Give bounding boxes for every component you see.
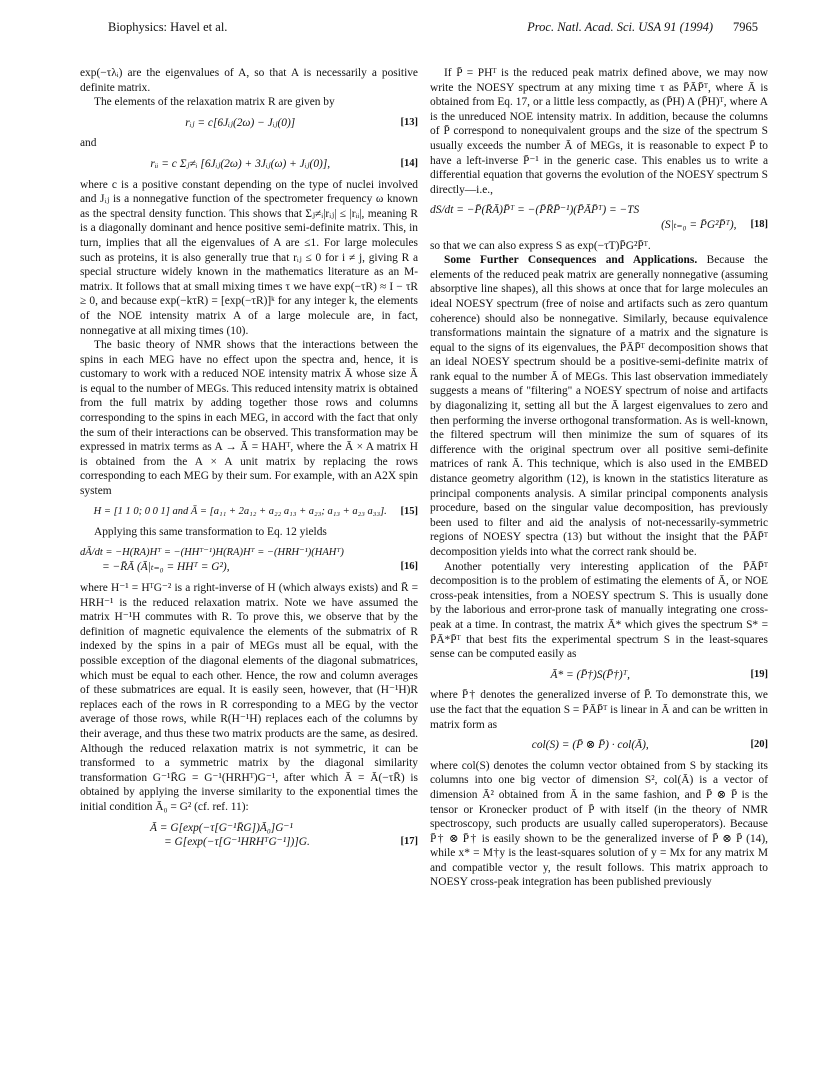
equation-20-number: [20] [750,739,768,751]
right-paragraph-6: where col(S) denotes the column vector obtained from S by stacking its columns into one big vector of dimension S², col(Ā) is a vector of dimension Ā² obtained from Ā in the same fashion, and P̄ ⊗ P̄ is the tensor or Kronecker product of P̄ with itself (in the theory of NMR spectroscopy, such products are usually called superoperators). Because P̄† ⊗ P̄† is easily shown to be the generalized inverse of P̄ ⊗ P̄ (14), while x* = M†y is the least-squares solution of y = Mx for any matrix M and compatible vector y, the result follows. This matrix approach to NOESY cross-peak integration has been published previously [430,759,768,889]
equation-20 [430,738,768,753]
left-and: and [80,137,97,150]
equation-16a [80,546,418,561]
equation-13-body: rᵢⱼ = c[6Jᵢⱼ(2ω) − Jᵢⱼ(0)] [185,116,296,129]
equation-13 [80,116,418,131]
equation-16a-body: dĀ/dt = −H(RA)Hᵀ = −(HHᵀ⁻¹)H(RA)Hᵀ = −(HRH⁻¹)(HAHᵀ) [80,546,344,558]
left-column [80,66,418,850]
equation-13-number: [13] [400,116,418,128]
running-header-left: Biophysics: Havel et al. [108,20,228,34]
right-paragraph-3-text: Because the elements of the reduced peak matrix are generally nonnegative (assuming absorptive line shapes), all this shows at once that for large molecules an ideal NOESY spectrum (free of noise and artifacts such as zero quantum coherence) should also be nonnegative. Similarly, because equivalence transformations maintain the signature of a matrix and the signature is equal to the signs of its eigenvalues, the P̄ĀP̄ᵀ decomposition shows that an ideal NOESY spectrum should be a positive-semi-definite matrix of rank equal to the number Ā of MEGs. This last observation immediately suggests a means of "filtering" a NOESY spectrum of noise and artifacts by diagonalizing it, setting all but the Ā largest eigenvalues to zero and then performing the inverse orthogonal transformation. As is well-known, the filtered spectrum will then minimize the sum of squares of its difference with the original spectrum over all positive semi-definite matrices of rank Ā. This technique, which is also used in the EMBED distance geometry algorithm (12), is known in the statistics literature as principal components analysis. A similar principal components analysis procedure, based on the singular value decomposition, has previously been used to filter and aid the analysis of not-necessarily-symmetric regions of NOESY spectra (13) but without the insight that the P̄ĀP̄ᵀ decomposition yields into what the correct rank should be. [430,254,768,558]
equation-15 [80,505,418,520]
right-paragraph-1: If P̄ = PHᵀ is the reduced peak matrix defined above, we may now write the NOESY spectrum at any mixing time τ as P̄ĀP̄ᵀ, where Ā is obtained from Eq. 17, or a little less compactly, as (P̄H) A (P̄H)ᵀ, where A is the unreduced NOE intensity matrix. In addition, because the columns of P̄ correspond to nonequivalent groups and the size of the spectrum S usually exceeds the number Ā of MEGs, it is reasonable to expect P̄ to have a left-inverse P̄⁻¹ in the generic case. This enables us to write a differential equation that governs the evolution of the NOESY spectrum S directly—i.e., [430,67,768,196]
equation-17a-body: Ā = G[exp(−τ[G⁻¹R̄G])Ā₀]G⁻¹ [150,821,293,834]
left-paragraph-5: Applying this same transformation to Eq. 12 yields [94,526,327,539]
right-paragraph-5: where P̄† denotes the generalized inverse of P̄. To demonstrate this, we use the fact that the equation S = P̄ĀP̄ᵀ is linear in Ā and can be written in matrix form as [430,689,768,731]
equation-16b [80,560,418,575]
left-paragraph-6: where H⁻¹ = HᵀG⁻² is a right-inverse of H (which always exists) and R̄ = HRH⁻¹ is the reduced relaxation matrix. Note we have assumed the matrix H⁻¹H commutes with R. To prove this, we observe that by the definition of magnetic equivalence the elements of the submatrix of R indexed by the spins in a pair of MEGs must all be equal, with the possible exception of the diagonal elements of the diagonal submatrices, which must be equal to each other. Hence, the row and column averages of these submatrices are equal. It is easily seen, however, that (H⁻¹H)R replaces each of the rows in R corresponding to a MEG by the vector average of those rows, while R(H⁻¹H) replaces each of the columns by their average, and thus these two matrix products are the same, as desired. Although the reduced relaxation matrix is not symmetric, it can be transformed to a symmetric matrix by the diagonal similarity transformation G⁻¹R̄G = G⁻¹(HRHᵀ)G⁻¹, after which Ā = Ā(−τR̄) is obtained by applying the inverse similarity to the exponential times the initial condition Ā₀ = G² (cf. ref. 11): [80,582,418,813]
section-heading: Some Further Consequences and Applications. [444,254,698,267]
equation-16b-body: = −R̄Ā (Ā|ₜ₌₀ = HHᵀ = G²), [102,561,230,574]
equation-19 [430,668,768,683]
left-paragraph-3: where c is a positive constant depending on the type of nuclei involved and Jᵢⱼ is a nonnegative function of the spectrometer frequency ω known as the spectral density function. This shows that Σⱼ≠ᵢ|rᵢⱼ| ≤ |rᵢᵢ|, meaning R is a diagonally dominant and hence positive semi-definite matrix. This, in turn, implies that all the eigenvalues of A are ≤1. For large molecules such as proteins, it is also generally true that rᵢⱼ ≤ 0 for i ≠ j, giving R a special structure widely known in the mathematics literature as an M-matrix. It follows that at small mixing times τ we have exp(−τR) ≈ I − τR ≥ 0, and because exp(−kτR) = [exp(−τR)]ᵏ for any integer k, the elements of the NOE intensity matrix A of a large molecule are, in fact, nonnegative at all mixing times (10). [80,178,418,337]
equation-18-number: [18] [750,218,768,230]
equation-17-number: [17] [400,836,418,848]
equation-14-number: [14] [400,157,418,169]
equation-17a [80,821,418,836]
left-paragraph-4: The basic theory of NMR shows that the interactions between the spins in each MEG have no effect upon the spectra and, hence, it is customary to work with a reduced NOE intensity matrix Ā whose size Ā is equal to the number of MEGs. This reduced intensity matrix is obtained from the full matrix by adding together those rows and columns corresponding to the spins in each MEG, in accord with the fact that only the sum of their interactions can be observed. This transformation may be expressed in matrix terms as A → Ā = HAHᵀ, where the Ā × A matrix H is obtained from the A × A unit matrix by replacing the rows corresponding to each MEG by their sum. For example, with an A2X spin system [80,339,418,498]
journal-citation: Proc. Natl. Acad. Sci. USA 91 (1994) [527,20,713,34]
running-header-right [527,20,758,35]
equation-18a [430,203,768,218]
equation-19-number: [19] [750,668,768,680]
equation-15-body: H = [1 1 0; 0 0 1] and Ā = [a₁₁ + 2a₁₂ + a₂₂ a₁₃ + a₂₃; a₁₃ + a₂₃ a₃₃]. [93,505,387,517]
equation-15-number: [15] [400,505,418,517]
right-paragraph-2: so that we can also express S as exp(−τT)P̄G²P̄ᵀ. [430,239,651,252]
equation-14 [80,157,418,172]
equation-16-number: [16] [400,561,418,573]
equation-17b [80,835,418,850]
right-column [430,66,768,890]
equation-17b-body: = G[exp(−τ[G⁻¹HRHᵀG⁻¹])]G. [164,836,310,849]
equation-18a-body: dS/dt = −P̄(R̄Ā)P̄ᵀ = −(P̄R̄P̄⁻¹)(P̄ĀP̄ᵀ) = −TS [430,204,640,217]
equation-14-body: rᵢᵢ = c Σⱼ≠ᵢ [6Jᵢⱼ(2ω) + 3Jᵢⱼ(ω) + Jᵢⱼ(0)], [150,157,331,170]
right-paragraph-4: Another potentially very interesting application of the P̄ĀP̄ᵀ decomposition is to the problem of estimating the elements of Ā, or NOE cross-peak intensities, from a NOESY spectrum S. This is usually done by the laborious and error-prone task of manually integrating one cross-peak at a time. In contrast, the matrix Ā* which gives the spectrum S* = P̄Ā*P̄ᵀ that best fits the experimental spectrum S in the least-squares sense can be computed easily as [430,560,768,661]
right-paragraph-3 [430,253,768,559]
equation-19-body: Ā* = (P̄†)S(P̄†)ᵀ, [550,668,630,681]
equation-20-body: col(S) = (P̄ ⊗ P̄) · col(Ā), [531,739,649,752]
page-number: 7965 [733,20,758,34]
left-paragraph-1: exp(−τλᵢ) are the eigenvalues of A, so that A is necessarily a positive definite matrix. [80,67,418,94]
equation-18b [430,218,768,233]
equation-18b-body: (S|ₜ₌₀ = P̄G²P̄ᵀ), [661,218,737,231]
left-paragraph-2: The elements of the relaxation matrix R are given by [94,96,335,109]
